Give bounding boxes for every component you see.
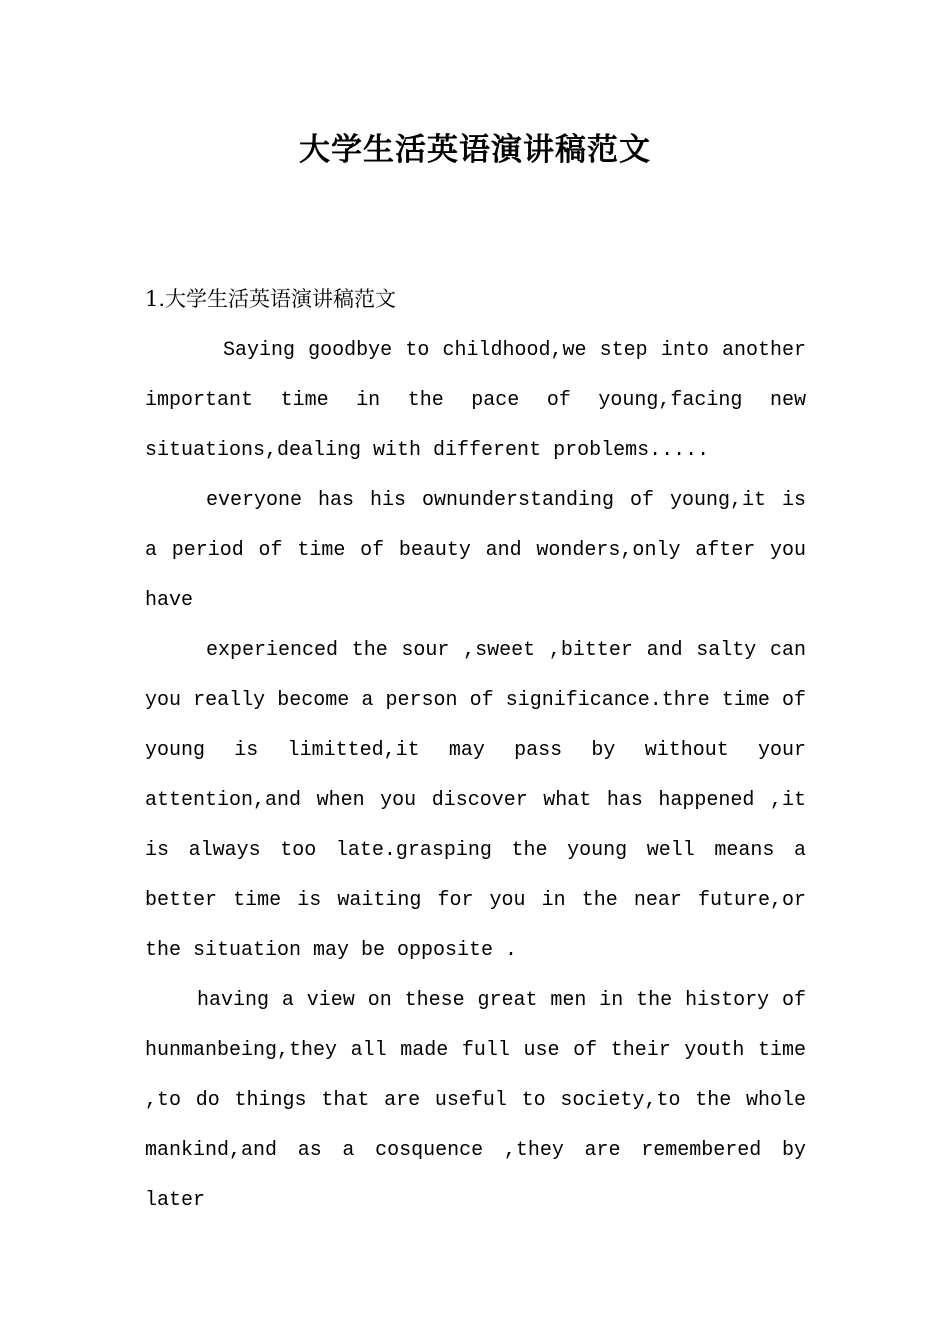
section-heading: 1.大学生活英语演讲稿范文: [145, 287, 397, 311]
paragraph-2: everyone has his ownunderstanding of young,it is a period of time of beauty and wonders,only after you have: [145, 489, 806, 612]
document-title: 大学生活英语演讲稿范文: [299, 132, 651, 168]
paragraph-1: Saying goodbye to childhood,we step into another important time in the pace of young,facing new situations,dealing with different problems.....: [145, 339, 806, 462]
paragraph-3: experienced the sour ,sweet ,bitter and salty can you really become a person of significance.thre time of young is limitted,it may pass by without your attention,and when you discover what has happened ,it is always too late.grasping the young well means a better time is waiting for you in the near future,or the situation may be opposite .: [145, 639, 806, 962]
document-body: [145, 276, 806, 1226]
paragraph-4: having a view on these great men in the history of hunmanbeing,they all made full use of their youth time ,to do things that are useful to society,to the whole mankind,and as a cosquence ,they are remembered by later: [145, 989, 806, 1212]
